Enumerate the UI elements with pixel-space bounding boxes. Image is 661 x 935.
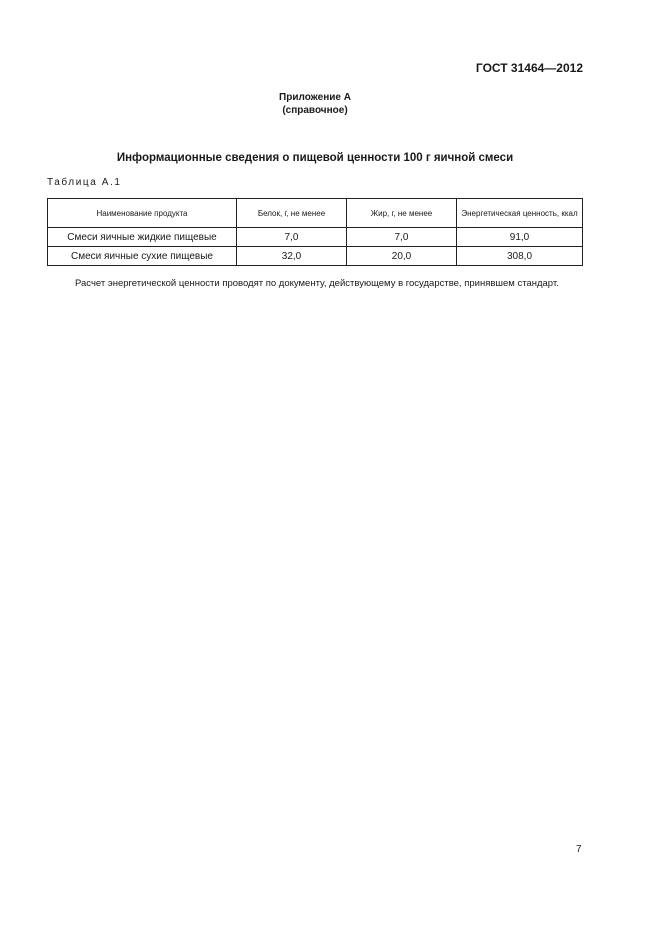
nutrition-table	[47, 198, 583, 266]
cell-protein: 32,0	[237, 247, 347, 266]
cell-energy: 308,0	[457, 247, 583, 266]
cell-product: Смеси яичные жидкие пищевые	[48, 228, 237, 247]
column-header-energy: Энергетическая ценность, ккал	[457, 199, 583, 228]
table-row	[48, 228, 583, 247]
page-number: 7	[576, 844, 582, 855]
table-header-row	[48, 199, 583, 228]
annex-status: (справочное)	[282, 105, 348, 116]
cell-fat: 7,0	[347, 228, 457, 247]
column-header-product: Наименование продукта	[48, 199, 237, 228]
annex-heading	[0, 91, 630, 117]
table-caption: Таблица А.1	[47, 177, 122, 188]
standard-number: ГОСТ 31464—2012	[475, 61, 583, 75]
cell-protein: 7,0	[237, 228, 347, 247]
document-title: Информационные сведения о пищевой ценности 100 г яичной смеси	[116, 152, 514, 164]
calculation-note: Расчет энергетической ценности проводят по документу, действующему в государстве, принявшем стандарт.	[75, 278, 559, 289]
column-header-protein: Белок, г, не менее	[237, 199, 347, 228]
cell-energy: 91,0	[457, 228, 583, 247]
annex-title: Приложение А	[279, 92, 351, 103]
cell-product: Смеси яичные сухие пищевые	[48, 247, 237, 266]
cell-fat: 20,0	[347, 247, 457, 266]
column-header-fat: Жир, г, не менее	[347, 199, 457, 228]
table-row	[48, 247, 583, 266]
